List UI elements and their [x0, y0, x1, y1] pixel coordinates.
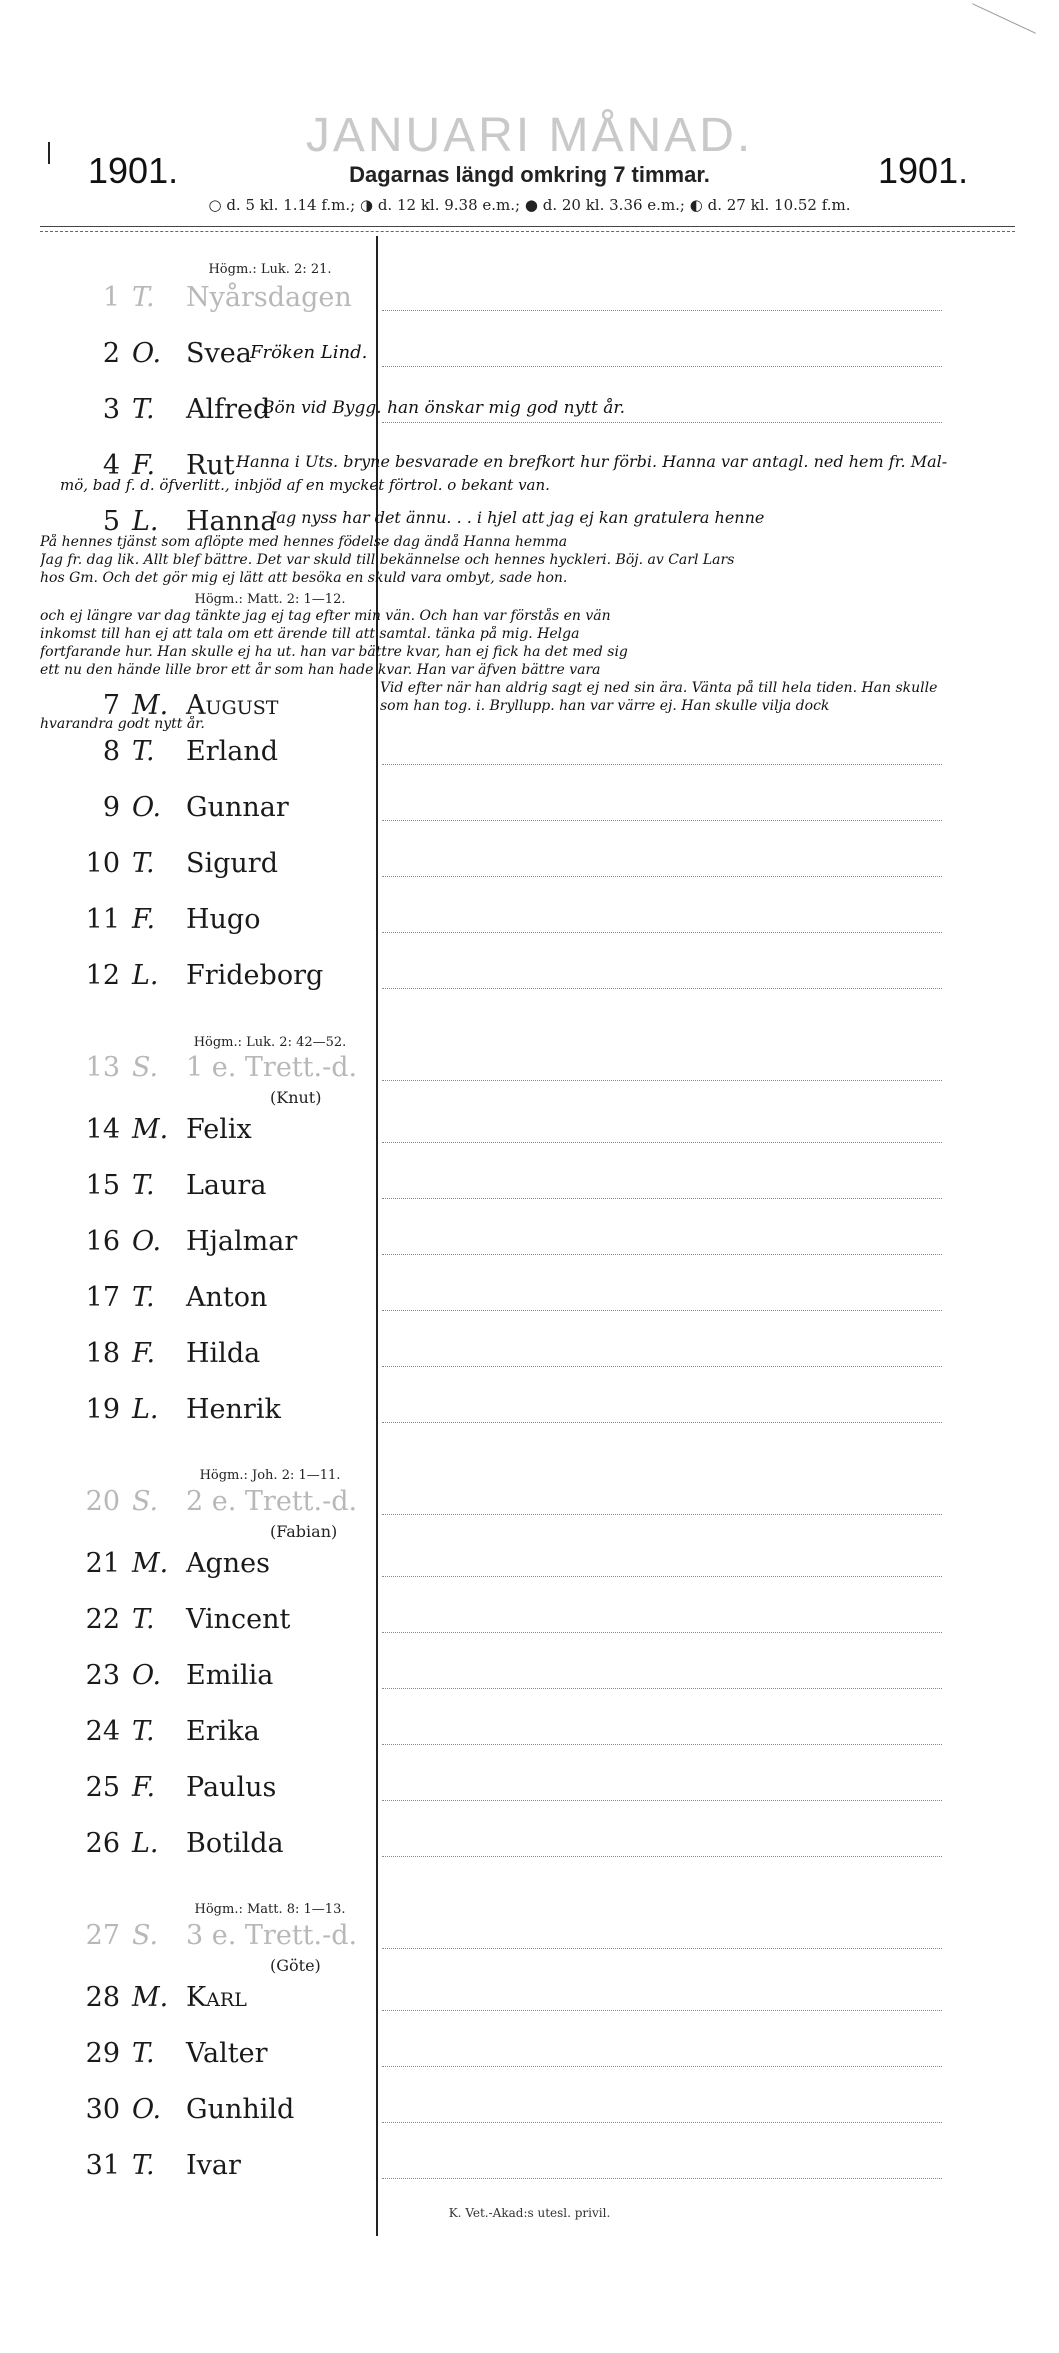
day-name: 1 e. Trett.-d. [186, 1052, 358, 1083]
day-row [0, 1170, 1059, 1210]
day-number: 31 [85, 2150, 120, 2181]
day-name: Laura [186, 1170, 267, 1201]
day-name: Hjalmar [186, 1226, 298, 1257]
day-name: Alfred [186, 394, 271, 425]
handwriting-day5: Jag nyss har det ännu. . . i hjel att jag ej kan gratulera henne [270, 508, 765, 527]
handwriting-note-8: Vid efter när han aldrig sagt ej ned sin ära. Vänta på till hela tiden. Han skulle [380, 680, 938, 696]
day-note-gote: (Göte) [270, 1956, 321, 1975]
weekday: S. [132, 1920, 159, 1951]
day-number: 1 [102, 282, 120, 313]
day-row [0, 1052, 1059, 1092]
day-name: Hugo [186, 904, 261, 935]
handwriting-note-3: hos Gm. Och det gör mig ej lätt att besöka en skuld vara ombyt, sade hon. [40, 570, 568, 586]
writing-line [382, 2010, 942, 2011]
writing-line [382, 1856, 942, 1857]
day-number: 19 [85, 1394, 120, 1425]
weekday: M. [132, 690, 169, 721]
writing-line [382, 1080, 942, 1081]
day-name: Karl [186, 1982, 247, 2013]
day-name: Rut [186, 450, 235, 481]
day-number: 8 [102, 736, 120, 767]
day-name: Paulus [186, 1772, 277, 1803]
weekday: L. [132, 506, 159, 537]
writing-line [382, 1198, 942, 1199]
day-number: 24 [85, 1716, 120, 1747]
day-number: 18 [85, 1338, 120, 1369]
day-name: Hanna [186, 506, 277, 537]
weekday: O. [132, 1226, 162, 1257]
day-row [0, 1716, 1059, 1756]
weekday: T. [132, 2038, 155, 2069]
day-row [0, 2094, 1059, 2134]
day-number: 29 [85, 2038, 120, 2069]
day-number: 25 [85, 1772, 120, 1803]
day-row [0, 282, 1059, 322]
writing-line [382, 422, 942, 423]
day-number: 17 [85, 1282, 120, 1313]
day-name: Gunhild [186, 2094, 295, 2125]
day-row [0, 1394, 1059, 1434]
day-row [0, 848, 1059, 888]
day-number: 7 [102, 690, 120, 721]
writing-line [382, 2122, 942, 2123]
weekday: F. [132, 1772, 156, 1803]
header-rule [40, 226, 1015, 227]
writing-line [382, 820, 942, 821]
day-row [0, 1226, 1059, 1266]
day-number: 21 [85, 1548, 120, 1579]
weekday: O. [132, 338, 162, 369]
weekday: S. [132, 1052, 159, 1083]
day-row [0, 338, 1059, 378]
handwriting-note-9: som han tog. i. Bryllupp. han var värre ej. Han skulle vilja dock [380, 698, 830, 714]
writing-line [382, 988, 942, 989]
day-number: 14 [85, 1114, 120, 1145]
writing-line [382, 2178, 942, 2179]
day-number: 12 [85, 960, 120, 991]
writing-line [382, 310, 942, 311]
day-name: Erika [186, 1716, 260, 1747]
writing-line [382, 1142, 942, 1143]
writing-line [382, 1514, 942, 1515]
day-name: Sigurd [186, 848, 278, 879]
weekday: T. [132, 1170, 155, 1201]
day-name: Botilda [186, 1828, 284, 1859]
weekday: T. [132, 282, 155, 313]
day-row [0, 1282, 1059, 1322]
day-name: Hilda [186, 1338, 261, 1369]
weekday: O. [132, 2094, 162, 2125]
weekday: S. [132, 1486, 159, 1517]
day-number: 23 [85, 1660, 120, 1691]
handwriting-note-4: och ej längre var dag tänkte jag ej tag efter min vän. Och han var förstås en vän [40, 608, 611, 624]
weekday: T. [132, 1716, 155, 1747]
day-row [0, 1828, 1059, 1868]
weekday: F. [132, 450, 156, 481]
page-title: JANUARI MÅNAD. [305, 109, 754, 162]
day-number: 16 [85, 1226, 120, 1257]
weekday: M. [132, 1548, 169, 1579]
day-number: 5 [102, 506, 120, 537]
day-name: Svea [186, 338, 252, 369]
day-row [0, 960, 1059, 1000]
footer-privilege: K. Vet.-Akad:s utesl. privil. [448, 2206, 611, 2220]
day-number: 20 [85, 1486, 120, 1517]
handwriting-note-5: inkomst till han ej att tala om ett ärende till att samtal. tänka på mig. Helga [40, 626, 580, 642]
writing-line [382, 366, 942, 367]
handwriting-day4: Hanna i Uts. bryne besvarade en brefkort hur förbi. Hanna var antagl. ned hem fr. Mal- [236, 452, 948, 471]
handwriting-day3: Bön vid Bygg. han önskar mig god nytt år. [262, 398, 626, 418]
weekday: T. [132, 2150, 155, 2181]
weekday: T. [132, 1604, 155, 1635]
writing-line [382, 1632, 942, 1633]
day-name: Valter [186, 2038, 268, 2069]
handwriting-day4b: mö, bad f. d. öfverlitt., inbjöd af en mycket förtrol. o bekant van. [60, 476, 550, 494]
handwriting-note-10: hvarandra godt nytt år. [40, 716, 205, 732]
writing-line [382, 1688, 942, 1689]
writing-line [382, 1744, 942, 1745]
writing-line [382, 1366, 942, 1367]
day-name: August [186, 690, 279, 721]
weekday: O. [132, 1660, 162, 1691]
day-number: 10 [85, 848, 120, 879]
writing-line [382, 876, 942, 877]
writing-line [382, 1576, 942, 1577]
day-number: 13 [85, 1052, 120, 1083]
corner-mark [972, 3, 1036, 33]
day-number: 9 [102, 792, 120, 823]
day-name: 3 e. Trett.-d. [186, 1920, 358, 1951]
day-row [0, 1772, 1059, 1812]
day-row [0, 1548, 1059, 1588]
weekday: M. [132, 1982, 169, 2013]
day-row [0, 1486, 1059, 1526]
page-subtitle: Dagarnas längd omkring 7 timmar. [349, 162, 710, 187]
day-name: Felix [186, 1114, 252, 1145]
day-name: Henrik [186, 1394, 281, 1425]
day-name: Anton [186, 1282, 268, 1313]
writing-line [382, 1948, 942, 1949]
weekday: L. [132, 1394, 159, 1425]
day-name: Emilia [186, 1660, 274, 1691]
day-number: 15 [85, 1170, 120, 1201]
day-name: Gunnar [186, 792, 289, 823]
handwriting-day2: Fröken Lind. [250, 342, 368, 363]
writing-line [382, 764, 942, 765]
header-rule-dashed [40, 231, 1015, 232]
year-right: 1901. [878, 150, 969, 191]
handwriting-note-7: ett nu den hände lille bror ett år som han hade kvar. Han var äfven bättre vara [40, 662, 601, 678]
weekday: L. [132, 960, 159, 991]
day-number: 27 [85, 1920, 120, 1951]
day-row [0, 736, 1059, 776]
day-row [0, 1604, 1059, 1644]
weekday: T. [132, 736, 155, 767]
day-row [0, 904, 1059, 944]
writing-line [382, 1422, 942, 1423]
writing-line [382, 2066, 942, 2067]
day-row [0, 1114, 1059, 1154]
weekday: T. [132, 848, 155, 879]
writing-line [382, 1800, 942, 1801]
sermon-ref-5: Högm.: Matt. 8: 1—13. [194, 1902, 346, 1917]
weekday: M. [132, 1114, 169, 1145]
day-number: 4 [102, 450, 120, 481]
day-number: 2 [102, 338, 120, 369]
day-number: 28 [85, 1982, 120, 2013]
sermon-ref-2: Högm.: Matt. 2: 1—12. [194, 592, 346, 607]
day-name: Erland [186, 736, 279, 767]
day-name: 2 e. Trett.-d. [186, 1486, 358, 1517]
handwriting-note-1: På hennes tjänst som aflöpte med hennes födelse dag ändå Hanna hemma [40, 534, 568, 550]
day-note-knut: (Knut) [270, 1088, 322, 1107]
day-name: Vincent [186, 1604, 291, 1635]
day-name: Nyårsdagen [186, 282, 352, 313]
weekday: L. [132, 1828, 159, 1859]
year-left: 1901. [88, 150, 179, 191]
day-row [0, 2038, 1059, 2078]
day-number: 30 [85, 2094, 120, 2125]
writing-line [382, 1310, 942, 1311]
day-row [0, 1660, 1059, 1700]
day-name: Frideborg [186, 960, 324, 991]
day-name: Ivar [186, 2150, 241, 2181]
weekday: O. [132, 792, 162, 823]
day-row [0, 792, 1059, 832]
sermon-ref-1: Högm.: Luk. 2: 21. [208, 262, 332, 277]
day-name: Agnes [186, 1548, 271, 1579]
weekday: F. [132, 904, 156, 935]
day-row [0, 1920, 1059, 1960]
day-note-fabian: (Fabian) [270, 1522, 338, 1541]
handwriting-note-6: fortfarande hur. Han skulle ej ha ut. han var bättre kvar, han ej fick ha det med sig [40, 644, 628, 660]
day-number: 22 [85, 1604, 120, 1635]
day-number: 26 [85, 1828, 120, 1859]
handwriting-note-2: Jag fr. dag lik. Allt blef bättre. Det var skuld till bekännelse och hennes hyckleri. Böj. av Carl Lars [40, 552, 735, 568]
weekday: T. [132, 1282, 155, 1313]
weekday: T. [132, 394, 155, 425]
writing-line [382, 932, 942, 933]
day-number: 3 [102, 394, 120, 425]
moon-phases: ○ d. 5 kl. 1.14 f.m.; ◑ d. 12 kl. 9.38 e.m.; ● d. 20 kl. 3.36 e.m.; ◐ d. 27 kl. 10.52 f.m. [208, 196, 851, 214]
sermon-ref-3: Högm.: Luk. 2: 42—52. [193, 1035, 347, 1050]
sermon-ref-4: Högm.: Joh. 2: 1—11. [199, 1468, 341, 1483]
writing-line [382, 1254, 942, 1255]
day-number: 11 [85, 904, 120, 935]
weekday: F. [132, 1338, 156, 1369]
day-row [0, 1982, 1059, 2022]
day-row [0, 2150, 1059, 2190]
day-row [0, 1338, 1059, 1378]
